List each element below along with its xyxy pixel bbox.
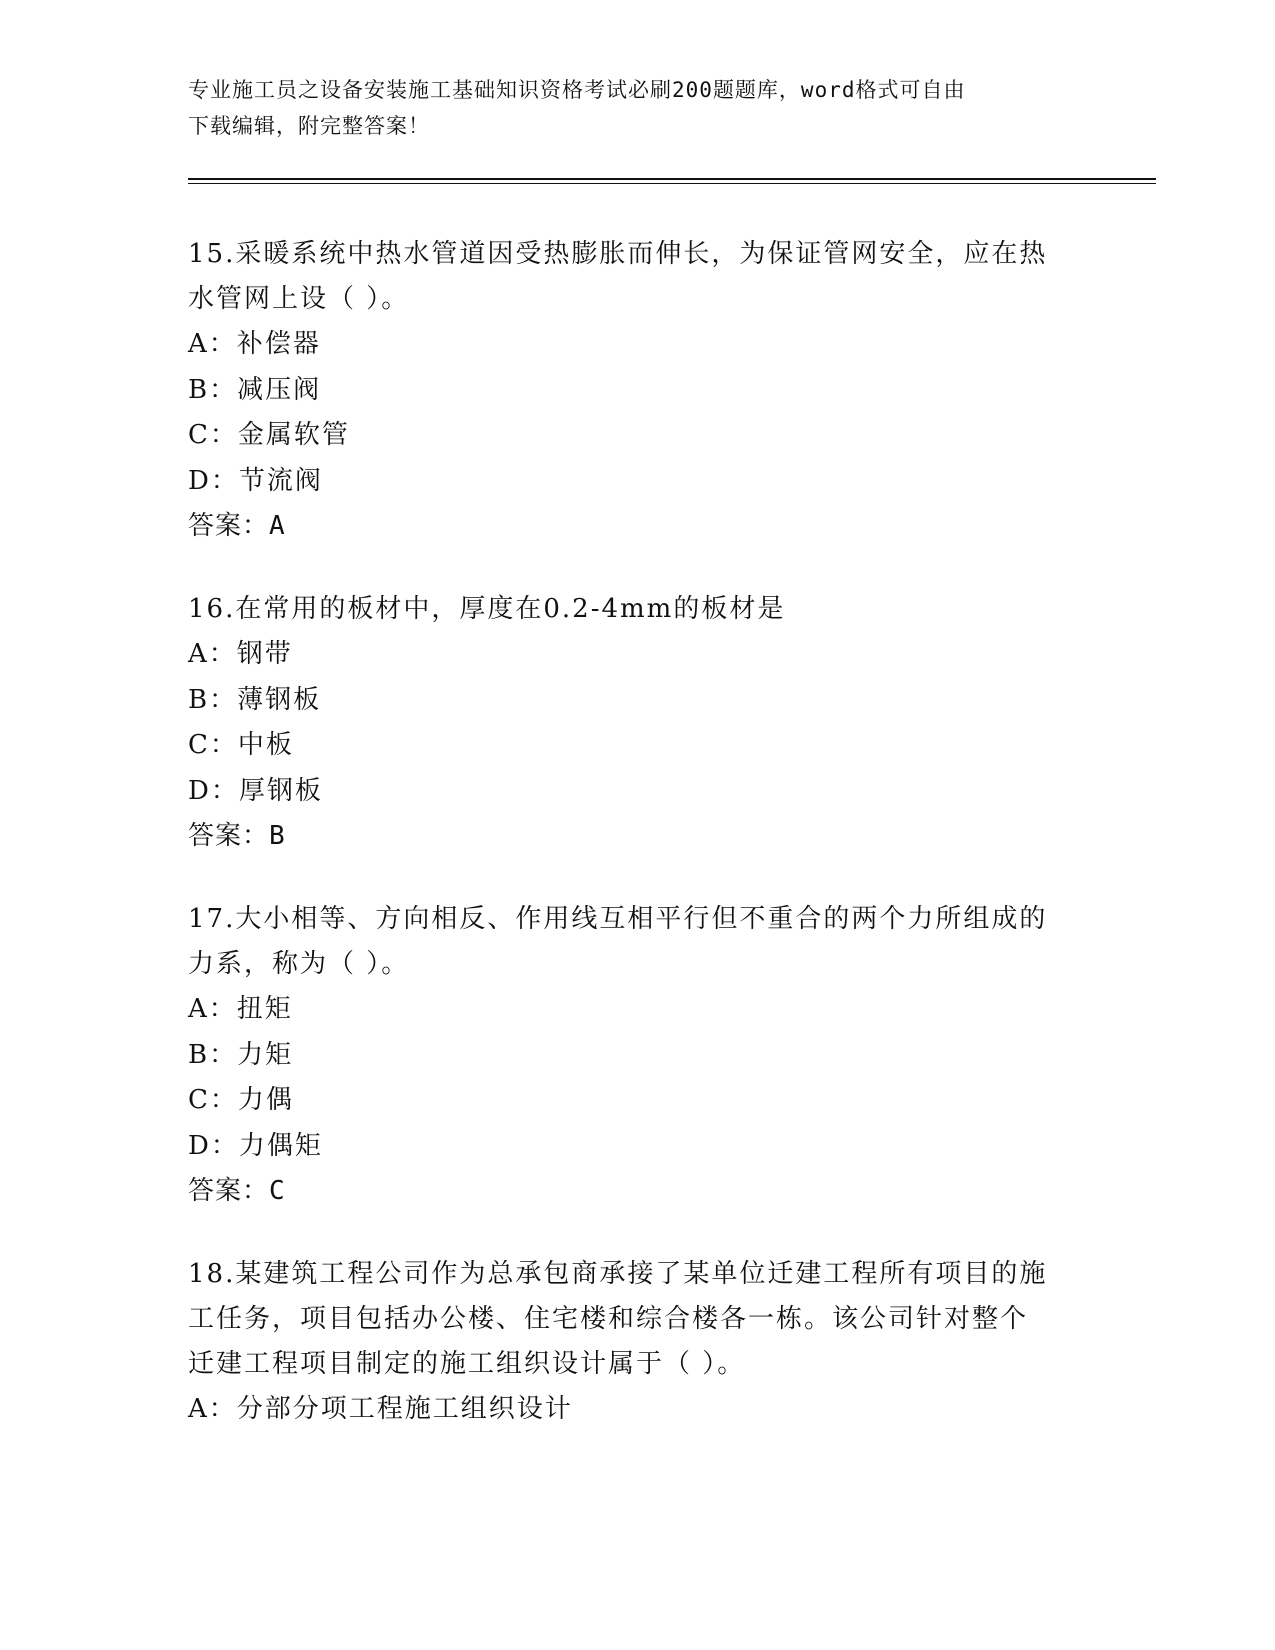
- option-a: A：扭矩: [188, 994, 293, 1024]
- option-d: D：节流阀: [188, 465, 323, 496]
- question-stem: [188, 1252, 1088, 1387]
- header-divider: [188, 178, 1156, 180]
- stem-line: 17.大小相等、方向相反、作用线互相平行但不重合的两个力所组成的: [188, 904, 1048, 934]
- question-block: [188, 232, 1088, 549]
- answer-label: 答案：: [188, 511, 270, 541]
- answer-label: 答案：: [188, 821, 270, 851]
- header-line-1: 专业施工员之设备安装施工基础知识资格考试必刷200题题库，word格式可自由: [188, 78, 966, 102]
- option-d: D：厚钢板: [188, 775, 323, 806]
- option-b: B：减压阀: [188, 374, 322, 405]
- stem-line: 力系，称为（ ）。: [188, 949, 410, 979]
- stem-line: 18.某建筑工程公司作为总承包商承接了某单位迁建工程所有项目的施: [188, 1259, 1048, 1289]
- answer-value: C: [269, 1176, 286, 1206]
- answer-value: B: [269, 821, 286, 851]
- option-a: A：钢带: [188, 639, 293, 669]
- question-block: [188, 587, 1088, 859]
- answer-value: A: [269, 511, 286, 541]
- option-d: D：力偶矩: [188, 1130, 323, 1161]
- stem-line: 工任务，项目包括办公楼、住宅楼和综合楼各一栋。该公司针对整个: [188, 1304, 1029, 1334]
- option-c: C：中板: [188, 730, 294, 760]
- question-list: [188, 232, 1088, 1471]
- option-b: B：薄钢板: [188, 684, 322, 715]
- answer-line: [188, 814, 1088, 859]
- question-stem: [188, 897, 1088, 987]
- option-a: A：分部分项工程施工组织设计: [188, 1394, 573, 1424]
- option-c: C：力偶: [188, 1085, 294, 1115]
- stem-line: 16.在常用的板材中，厚度在0.2-4mm的板材是: [188, 594, 786, 624]
- question-stem: [188, 587, 1088, 632]
- stem-line: 迁建工程项目制定的施工组织设计属于（ ）。: [188, 1349, 746, 1379]
- option-c: C：金属软管: [188, 420, 350, 450]
- question-block: [188, 897, 1088, 1214]
- stem-line: 15.采暖系统中热水管道因受热膨胀而伸长，为保证管网安全，应在热: [188, 239, 1048, 269]
- question-block: [188, 1252, 1088, 1433]
- answer-line: [188, 1169, 1088, 1214]
- option-b: B：力矩: [188, 1039, 294, 1070]
- header-line-2: 下载编辑，附完整答案！: [188, 114, 430, 138]
- answer-label: 答案：: [188, 1176, 270, 1206]
- option-a: A：补偿器: [188, 329, 321, 359]
- stem-line: 水管网上设（ ）。: [188, 284, 410, 314]
- answer-line: [188, 504, 1088, 549]
- header-divider-thin: [188, 183, 1156, 184]
- document-header: [188, 72, 1088, 144]
- question-stem: [188, 232, 1088, 322]
